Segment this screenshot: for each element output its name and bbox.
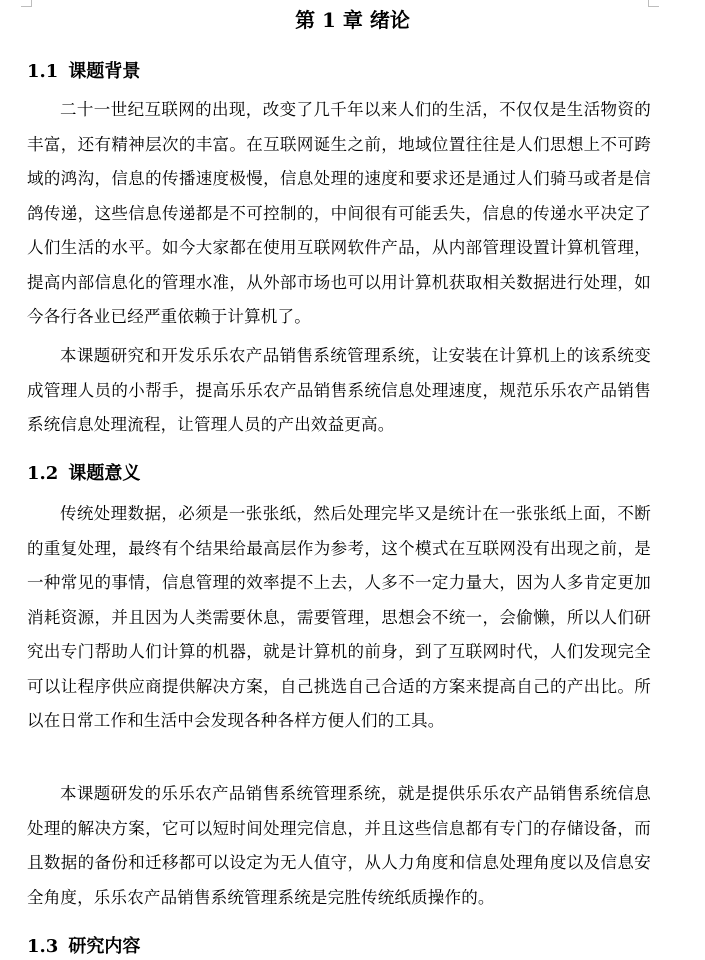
paragraph-background-1: 二十一世纪互联网的出现，改变了几千年以来人们的生活，不仅仅是生活物资的丰富，还有精神层次的丰富。在互联网诞生之前，地域位置往往是人们思想上不可跨域的鸿沟，信息的传播速度极慢，信息处理的速度和要求还是通过人们骑马或者是信鸽传递，这些信息传递都是不可控制的，中间很有可能丢失，信息的传递水平决定了人们生活的水平。如今大家都在使用互联网软件产品，从内部管理设置计算机管理，提高内部信息化的管理水准，从外部市场也可以用计算机获取相关数据进行处理，如今各行各业已经严重依赖于计算机了。 xyxy=(27,100,651,326)
paragraph-significance-1: 传统处理数据，必须是一张张纸，然后处理完毕又是统计在一张张纸上面，不断的重复处理，最终有个结果给最高层作为参考，这个模式在互联网没有出现之前，是一种常见的事情，信息管理的效率提不上去，人多不一定力量大，因为人多肯定更加消耗资源，并且因为人类需要休息，需要管理，思想会不统一，会偷懒，所以人们研究出专门帮助人们计算的机器，就是计算机的前身，到了互联网时代，人们发现完全可以让程序供应商提供解决方案，自己挑选自己合适的方案来提高自己的产出比。所以在日常工作和生活中会发现各种各样方便人们的工具。 xyxy=(27,504,651,730)
paragraph-background-2: 本课题研究和开发乐乐农产品销售系统管理系统，让安装在计算机上的该系统变成管理人员的小帮手，提高乐乐农产品销售系统信息处理速度，规范乐乐农产品销售系统信息处理流程，让管理人员的产出效益更高。 xyxy=(27,346,651,434)
section-title: 研究内容 xyxy=(68,936,141,957)
section-heading-1-1 xyxy=(27,58,667,86)
section-title: 课题背景 xyxy=(68,61,141,82)
chapter-title: 第 1 章 绪论 xyxy=(295,8,410,32)
section-number: 1.3 xyxy=(27,936,59,957)
section-number: 1.1 xyxy=(27,61,59,82)
section-title: 课题意义 xyxy=(68,463,141,484)
section-number: 1.2 xyxy=(27,463,59,484)
section-heading-1-2 xyxy=(27,460,667,488)
paragraph-significance-2: 本课题研发的乐乐农产品销售系统管理系统，就是提供乐乐农产品销售系统信息处理的解决方案，它可以短时间处理完信息，并且这些信息都有专门的存储设备，而且数据的备份和迁移都可以设定为无人值守，从人力角度和信息处理角度以及信息安全角度，乐乐农产品销售系统管理系统是完胜传统纸质操作的。 xyxy=(27,784,651,907)
section-heading-1-3 xyxy=(27,933,667,960)
